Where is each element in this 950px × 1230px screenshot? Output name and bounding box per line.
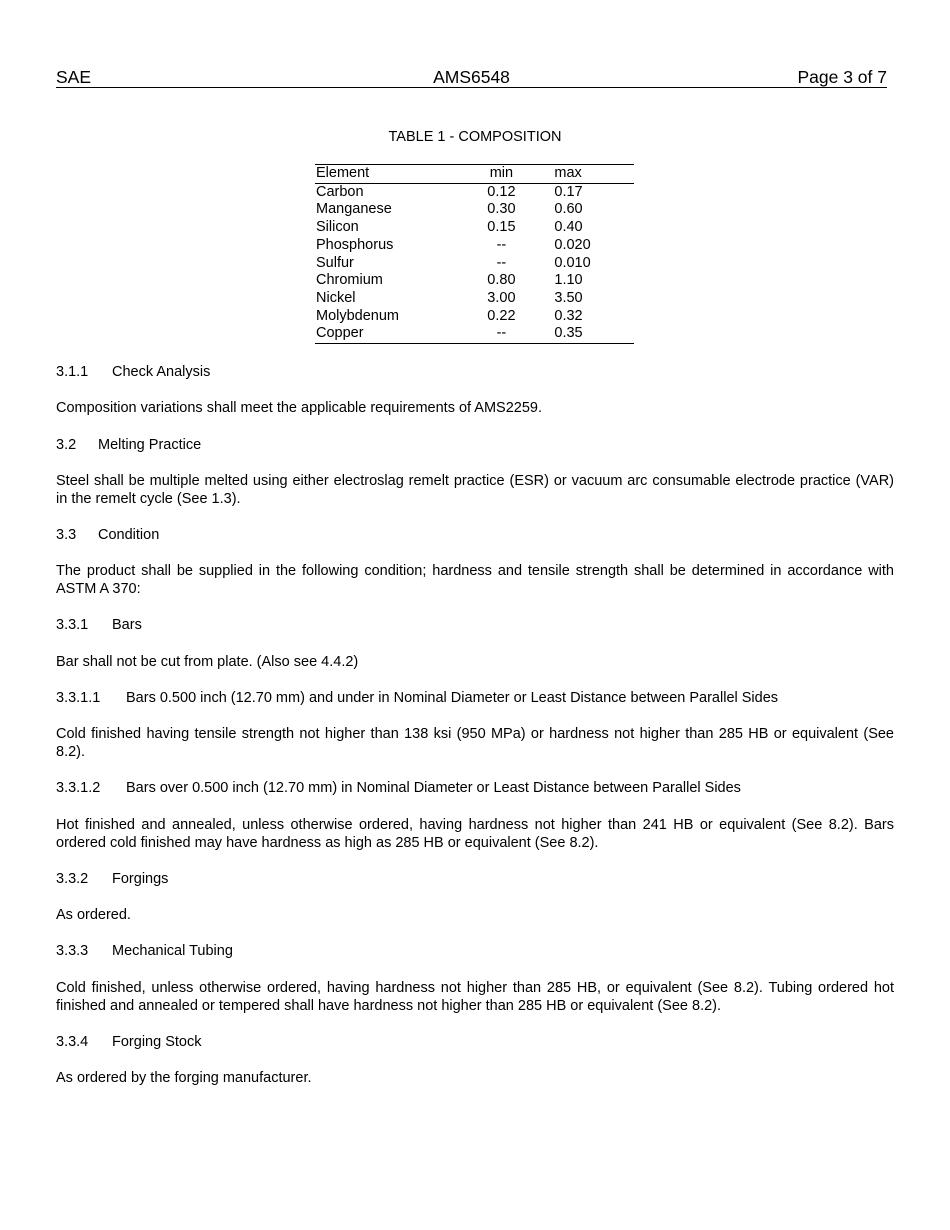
table-row bbox=[315, 183, 634, 201]
section-title: Condition bbox=[98, 527, 160, 543]
element-min: 0.80 bbox=[487, 272, 516, 289]
element-min: 0.30 bbox=[487, 201, 516, 218]
section-title: Mechanical Tubing bbox=[112, 943, 233, 959]
section-title: Bars 0.500 inch (12.70 mm) and under in Nominal Diameter or Least Distance between Parallel Sides bbox=[126, 690, 779, 706]
section-heading-3-1-1 bbox=[56, 364, 210, 382]
header-document-number: AMS6548 bbox=[433, 67, 510, 87]
page-header bbox=[56, 67, 887, 88]
table-row bbox=[315, 237, 634, 255]
section-title: Bars over 0.500 inch (12.70 mm) in Nominal Diameter or Least Distance between Parallel Sides bbox=[126, 780, 741, 796]
element-min: -- bbox=[496, 236, 507, 253]
element-max: 0.60 bbox=[554, 201, 583, 218]
table-title: TABLE 1 - COMPOSITION bbox=[388, 129, 562, 145]
paragraph-bars-under: Cold finished having tensile strength not higher than 138 ksi (950 MPa) or hardness not higher than 285 HB or equivalent (See 8.2). bbox=[56, 726, 894, 760]
element-min: -- bbox=[496, 325, 507, 342]
composition-table bbox=[315, 164, 634, 344]
section-heading-3-3-2 bbox=[56, 871, 168, 889]
element-name: Chromium bbox=[316, 272, 383, 289]
column-header-max: max bbox=[554, 165, 582, 181]
section-number: 3.1.1 bbox=[56, 364, 89, 380]
section-heading-3-3 bbox=[56, 527, 159, 545]
element-name: Copper bbox=[316, 325, 364, 342]
section-title: Forging Stock bbox=[112, 1034, 202, 1050]
section-number: 3.3.1 bbox=[56, 617, 89, 633]
column-header-element: Element bbox=[316, 165, 370, 181]
element-max: 0.010 bbox=[554, 254, 591, 271]
table-row bbox=[315, 201, 634, 219]
element-name: Nickel bbox=[316, 289, 356, 306]
header-page-number: Page 3 of 7 bbox=[797, 67, 887, 87]
table-header-row bbox=[315, 165, 634, 184]
table-row bbox=[315, 308, 634, 326]
section-number: 3.3.1.1 bbox=[56, 690, 101, 706]
table-row bbox=[315, 219, 634, 237]
section-number: 3.3 bbox=[56, 527, 77, 543]
header-publisher: SAE bbox=[56, 67, 92, 87]
section-title: Melting Practice bbox=[98, 437, 202, 453]
section-heading-3-3-4 bbox=[56, 1034, 201, 1052]
element-name: Molybdenum bbox=[316, 307, 400, 324]
section-number: 3.3.1.2 bbox=[56, 780, 101, 796]
table-row bbox=[315, 272, 634, 290]
element-min: 3.00 bbox=[487, 289, 516, 306]
table-row bbox=[315, 325, 634, 343]
element-max: 0.35 bbox=[554, 325, 583, 342]
element-max: 0.17 bbox=[554, 183, 583, 200]
section-heading-3-3-1 bbox=[56, 617, 142, 635]
column-header-min: min bbox=[489, 165, 514, 181]
section-title: Forgings bbox=[112, 871, 169, 887]
paragraph-forgings: As ordered. bbox=[56, 907, 131, 923]
section-heading-3-3-1-2 bbox=[56, 780, 741, 798]
element-name: Manganese bbox=[316, 201, 392, 218]
section-title: Check Analysis bbox=[112, 364, 211, 380]
paragraph-check-analysis: Composition variations shall meet the applicable requirements of AMS2259. bbox=[56, 400, 543, 416]
table-row bbox=[315, 290, 634, 308]
section-number: 3.3.4 bbox=[56, 1034, 89, 1050]
paragraph-forging-stock: As ordered by the forging manufacturer. bbox=[56, 1070, 312, 1086]
table-row bbox=[315, 255, 634, 273]
section-number: 3.2 bbox=[56, 437, 77, 453]
element-max: 0.32 bbox=[554, 307, 583, 324]
element-min: 0.15 bbox=[487, 219, 516, 236]
paragraph-melting-practice: Steel shall be multiple melted using either electroslag remelt practice (ESR) or vacuum arc consumable electrode practice (VAR) in the remelt cycle (See 1.3). bbox=[56, 473, 894, 507]
paragraph-bars-over: Hot finished and annealed, unless otherwise ordered, having hardness not higher than 241 HB or equivalent (See 8.2). Bars ordered cold finished may have hardness as high as 285 HB or equivalent (See 8.2). bbox=[56, 817, 894, 851]
section-heading-3-3-1-1 bbox=[56, 690, 778, 708]
section-number: 3.3.3 bbox=[56, 943, 89, 959]
section-heading-3-3-3 bbox=[56, 943, 233, 961]
paragraph-condition: The product shall be supplied in the following condition; hardness and tensile strength shall be determined in accordance with ASTM A 370: bbox=[56, 563, 894, 597]
paragraph-bars: Bar shall not be cut from plate. (Also see 4.4.2) bbox=[56, 654, 359, 670]
paragraph-mechanical-tubing: Cold finished, unless otherwise ordered, having hardness not higher than 285 HB, or equivalent (See 8.2). Tubing ordered hot finished and annealed or tempered shall have hardness not higher than 285 HB or equivalent (See 8.2). bbox=[56, 980, 894, 1014]
element-name: Phosphorus bbox=[316, 236, 394, 253]
element-name: Sulfur bbox=[316, 254, 354, 271]
section-heading-3-2 bbox=[56, 437, 201, 455]
element-min: -- bbox=[496, 254, 507, 271]
element-max: 0.40 bbox=[554, 219, 583, 236]
element-name: Silicon bbox=[316, 219, 359, 236]
element-max: 0.020 bbox=[554, 236, 591, 253]
section-number: 3.3.2 bbox=[56, 871, 89, 887]
section-title: Bars bbox=[112, 617, 142, 633]
element-min: 0.22 bbox=[487, 307, 516, 324]
element-max: 3.50 bbox=[554, 289, 583, 306]
element-max: 1.10 bbox=[554, 272, 583, 289]
element-name: Carbon bbox=[316, 183, 364, 200]
element-min: 0.12 bbox=[487, 183, 516, 200]
